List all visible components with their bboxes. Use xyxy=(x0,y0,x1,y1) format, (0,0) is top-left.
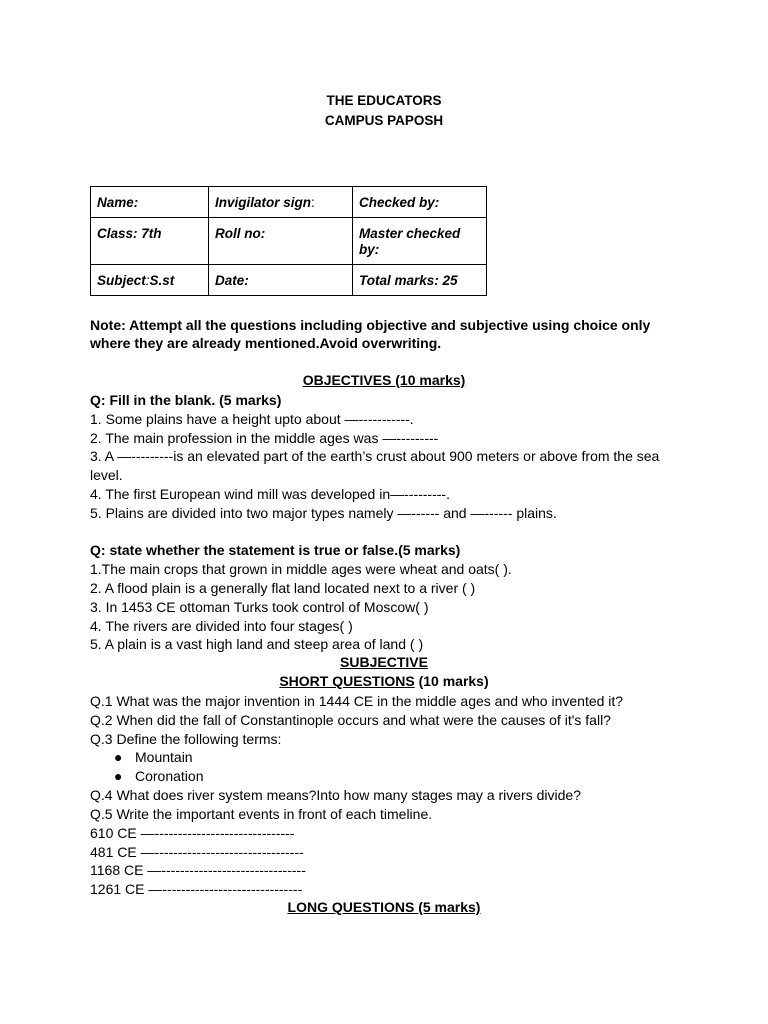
bullet-icon: ● xyxy=(114,768,123,784)
list-item: 4. The rivers are divided into four stages( ) xyxy=(90,618,353,634)
question-1: Q.1 What was the major invention in 1444 CE in the middle ages and who invented it? xyxy=(90,693,624,709)
table-row xyxy=(91,187,487,218)
true-false-heading: Q: state whether the statement is true or false.(5 marks) xyxy=(90,542,461,558)
short-questions-label: SHORT QUESTIONS xyxy=(279,673,415,689)
subject-label: Subject xyxy=(97,273,146,288)
invigilator-label: Invigilator sign xyxy=(215,195,312,210)
term-mountain: Mountain xyxy=(135,749,193,765)
roll-no-cell: Roll no: xyxy=(209,218,353,265)
list-item: 2. A flood plain is a generally flat land located next to a river ( ) xyxy=(90,580,476,596)
question-4: Q.4 What does river system means?Into how many stages may a rivers divide? xyxy=(90,787,581,803)
timeline-item: 1168 CE —------------------------------- xyxy=(90,862,306,878)
list-item: 4. The first European wind mill was developed in—---------. xyxy=(90,486,450,502)
list-item: level. xyxy=(90,467,123,483)
list-item: 3. In 1453 CE ottoman Turks took control of Moscow( ) xyxy=(90,599,429,615)
term-coronation: Coronation xyxy=(135,768,204,784)
total-marks-cell: Total marks: 25 xyxy=(353,265,487,296)
table-row xyxy=(91,265,487,296)
invigilator-cell xyxy=(209,187,353,218)
question-2: Q.2 When did the fall of Constantinople occurs and what were the causes of it's fall? xyxy=(90,712,611,728)
question-3: Q.3 Define the following terms: xyxy=(90,731,282,747)
list-item: 1. Some plains have a height upto about —-----------. xyxy=(90,411,414,427)
bullet-icon: ● xyxy=(114,749,123,765)
invigilator-colon: : xyxy=(311,195,315,210)
date-cell: Date: xyxy=(209,265,353,296)
list-item: 3. A —---------is an elevated part of the earth’s crust about 900 meters or above from the sea xyxy=(90,448,660,464)
class-cell: Class: 7th xyxy=(91,218,209,265)
short-questions-marks: (10 marks) xyxy=(414,673,489,689)
list-item: 5. Plains are divided into two major types namely —------ and —------ plains. xyxy=(90,505,557,521)
subject-value: S.st xyxy=(149,273,175,288)
student-info-table xyxy=(90,186,487,296)
list-item: 5. A plain is a vast high land and steep area of land ( ) xyxy=(90,636,424,652)
list-item: 2. The main profession in the middle ages was —--------- xyxy=(90,430,439,446)
short-questions-heading xyxy=(0,673,768,689)
timeline-item: 1261 CE —------------------------------ xyxy=(90,881,303,897)
timeline-item: 610 CE —------------------------------ xyxy=(90,825,295,841)
subject-colon: : xyxy=(145,273,150,288)
subject-cell xyxy=(91,265,209,296)
campus-name: CAMPUS PAPOSH xyxy=(324,113,444,128)
timeline-item: 481 CE —-------------------------------- xyxy=(90,844,304,860)
checked-by-cell: Checked by: xyxy=(353,187,487,218)
subjective-heading: SUBJECTIVE xyxy=(340,654,428,670)
master-checked-cell: Master checked by: xyxy=(353,218,487,265)
long-questions-heading: LONG QUESTIONS (5 marks) xyxy=(287,899,481,915)
school-name: THE EDUCATORS xyxy=(326,93,442,108)
name-cell: Name: xyxy=(91,187,209,218)
question-5: Q.5 Write the important events in front of each timeline. xyxy=(90,806,433,822)
table-row xyxy=(91,218,487,265)
fill-blank-heading: Q: Fill in the blank. (5 marks) xyxy=(90,392,282,408)
objectives-heading: OBJECTIVES (10 marks) xyxy=(302,372,466,388)
note-line-1: Note: Attempt all the questions including objective and subjective using choice only xyxy=(90,317,651,333)
note-line-2: where they are already mentioned.Avoid overwriting. xyxy=(90,335,442,351)
list-item: 1.The main crops that grown in middle ages were wheat and oats( ). xyxy=(90,561,512,577)
